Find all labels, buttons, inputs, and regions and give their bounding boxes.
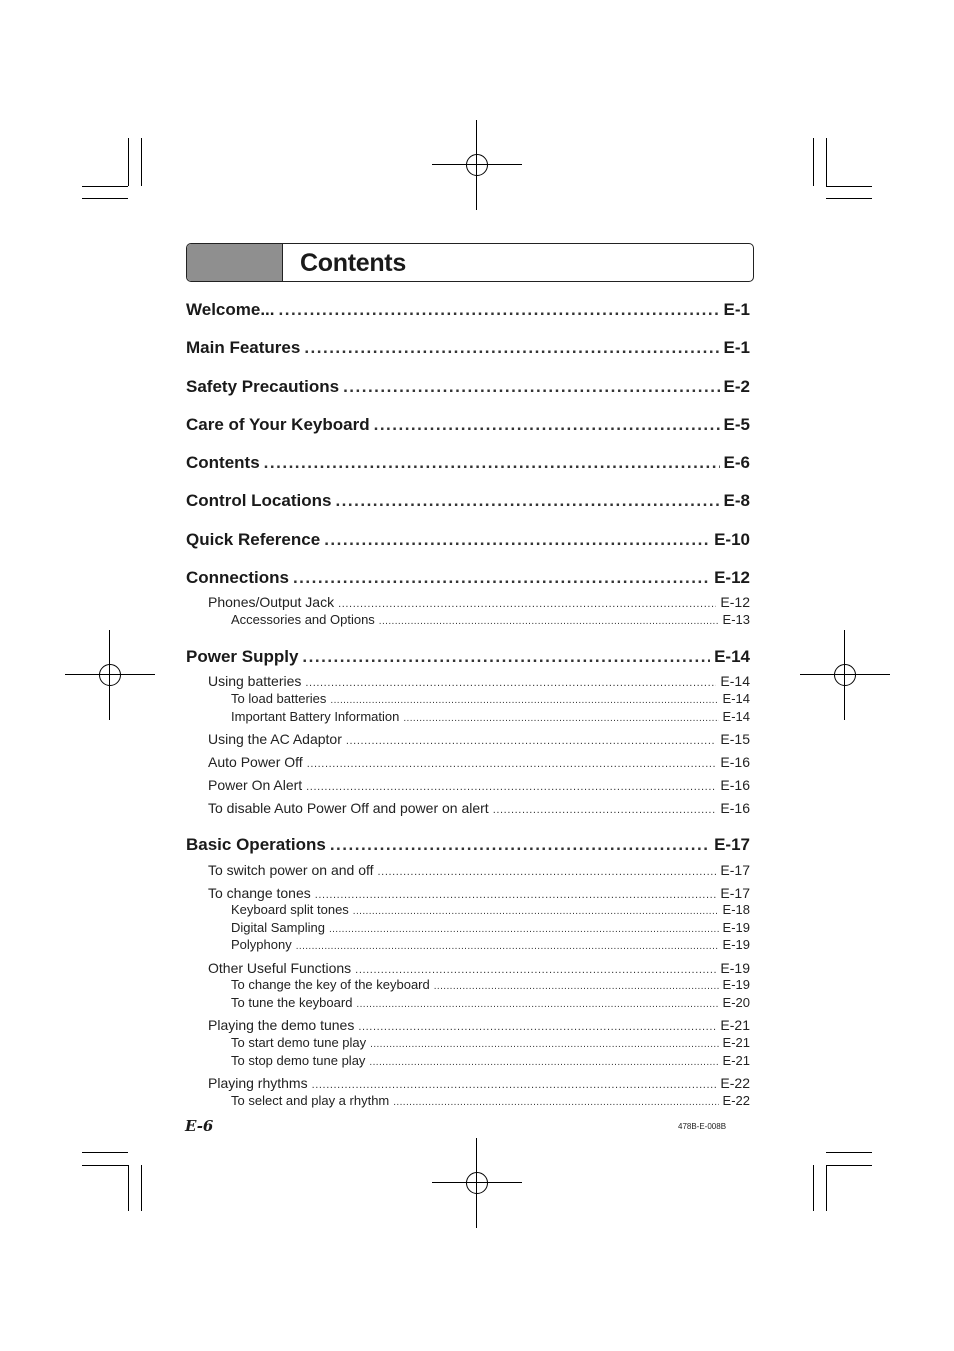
- toc-dot-leader: [356, 999, 718, 1010]
- toc-dot-leader: [307, 758, 717, 770]
- toc-dot-leader: [393, 1097, 718, 1108]
- toc-entry-title: Connections: [186, 568, 289, 587]
- registration-mark-top: [432, 120, 522, 210]
- toc-dot-leader: [305, 677, 716, 689]
- toc-entry-title: Control Locations: [186, 491, 332, 510]
- toc-entry[interactable]: [208, 800, 750, 816]
- toc-entry-page: E-20: [722, 995, 750, 1010]
- toc-entry-title: Power On Alert: [208, 777, 303, 793]
- toc-dot-leader: [329, 924, 719, 935]
- registration-mark-bottom: [432, 1138, 522, 1228]
- toc-entry-page: E-22: [720, 1075, 750, 1091]
- toc-dot-leader: [312, 1079, 717, 1091]
- toc-dot-leader: [304, 338, 719, 358]
- toc-entry-title: To load batteries: [231, 691, 327, 706]
- toc-entry-page: E-13: [722, 612, 750, 627]
- toc-entry[interactable]: [231, 612, 750, 627]
- toc-dot-leader: [343, 377, 719, 397]
- toc-entry-title: Phones/Output Jack: [208, 594, 335, 610]
- toc-entry[interactable]: [208, 1075, 750, 1091]
- toc-entry[interactable]: [231, 995, 750, 1010]
- toc-entry-page: E-12: [714, 568, 750, 587]
- toc-entry[interactable]: [186, 377, 750, 397]
- toc-entry-title: To stop demo tune play: [231, 1053, 366, 1068]
- toc-entry[interactable]: [186, 338, 750, 358]
- toc-dot-leader: [302, 647, 710, 667]
- toc-entry[interactable]: [231, 1093, 750, 1108]
- toc-entry[interactable]: [231, 977, 750, 992]
- registration-mark-right: [800, 630, 890, 720]
- page-title: Contents: [300, 249, 406, 277]
- toc-entry-title: Polyphony: [231, 937, 292, 952]
- toc-entry[interactable]: [208, 960, 750, 976]
- toc-entry-title: Keyboard split tones: [231, 902, 349, 917]
- toc-entry-page: E-1: [723, 300, 750, 319]
- toc-entry[interactable]: [186, 415, 750, 435]
- toc-entry-title: Important Battery Information: [231, 709, 400, 724]
- toc-dot-leader: [296, 941, 719, 952]
- toc-dot-leader: [379, 616, 719, 627]
- footer-document-code: 478B-E-008B: [678, 1122, 727, 1131]
- toc-entry-title: Playing the demo tunes: [208, 1017, 355, 1033]
- toc-entry[interactable]: [231, 920, 750, 935]
- toc-dot-leader: [330, 695, 718, 706]
- toc-entry-page: E-16: [720, 754, 750, 770]
- toc-entry[interactable]: [186, 530, 750, 550]
- toc-entry-page: E-12: [720, 594, 750, 610]
- toc-entry-title: Main Features: [186, 338, 301, 357]
- toc-entry[interactable]: [186, 647, 750, 667]
- toc-entry-page: E-5: [723, 415, 750, 434]
- toc-entry[interactable]: [208, 673, 750, 689]
- toc-entry-page: E-14: [722, 709, 750, 724]
- toc-dot-leader: [264, 453, 720, 473]
- toc-entry-title: Basic Operations: [186, 835, 326, 854]
- toc-dot-leader: [378, 866, 717, 878]
- toc-entry[interactable]: [231, 937, 750, 952]
- toc-entry[interactable]: [208, 885, 750, 901]
- toc-entry-page: E-14: [714, 647, 750, 666]
- toc-entry-title: To change the key of the keyboard: [231, 977, 430, 992]
- toc-entry-page: E-6: [723, 453, 750, 472]
- toc-dot-leader: [358, 1021, 716, 1033]
- toc-entry-title: Care of Your Keyboard: [186, 415, 370, 434]
- toc-entry-page: E-15: [720, 731, 750, 747]
- toc-dot-leader: [370, 1039, 718, 1050]
- toc-entry-title: Digital Sampling: [231, 920, 325, 935]
- toc-entry-title: Using the AC Adaptor: [208, 731, 342, 747]
- toc-entry[interactable]: [186, 568, 750, 588]
- toc-entry-title: To tune the keyboard: [231, 995, 353, 1010]
- toc-entry-title: Playing rhythms: [208, 1075, 308, 1091]
- toc-entry-title: Contents: [186, 453, 260, 472]
- toc-dot-leader: [293, 568, 710, 588]
- toc-dot-leader: [346, 735, 717, 747]
- toc-entry[interactable]: [208, 754, 750, 770]
- toc-entry-page: E-8: [723, 491, 750, 510]
- toc-entry-page: E-21: [722, 1053, 750, 1068]
- toc-entry-title: To select and play a rhythm: [231, 1093, 390, 1108]
- toc-dot-leader: [493, 804, 717, 816]
- toc-entry-page: E-21: [720, 1017, 750, 1033]
- toc-entry[interactable]: [231, 902, 750, 917]
- toc-entry-title: Quick Reference: [186, 530, 321, 549]
- toc-entry-page: E-22: [722, 1093, 750, 1108]
- toc-dot-leader: [374, 415, 720, 435]
- toc-dot-leader: [355, 964, 716, 976]
- registration-mark-left: [65, 630, 155, 720]
- toc-entry[interactable]: [231, 691, 750, 706]
- toc-entry-title: To start demo tune play: [231, 1035, 367, 1050]
- toc-entry-title: Safety Precautions: [186, 377, 340, 396]
- toc-entry[interactable]: [208, 731, 750, 747]
- toc-entry[interactable]: [208, 862, 750, 878]
- toc-entry[interactable]: [208, 594, 750, 610]
- toc-entry-page: E-19: [722, 920, 750, 935]
- toc-entry-title: Auto Power Off: [208, 754, 303, 770]
- toc-entry-page: E-14: [720, 673, 750, 689]
- toc-entry-page: E-19: [720, 960, 750, 976]
- toc-entry[interactable]: [186, 453, 750, 473]
- toc-entry-page: E-18: [722, 902, 750, 917]
- toc-entry-page: E-10: [714, 530, 750, 549]
- toc-entry[interactable]: [231, 1053, 750, 1068]
- toc-entry-page: E-16: [720, 777, 750, 793]
- toc-entry-page: E-21: [722, 1035, 750, 1050]
- toc-dot-leader: [353, 906, 719, 917]
- toc-entry-page: E-1: [723, 338, 750, 357]
- toc-dot-leader: [338, 598, 716, 610]
- toc-entry-page: E-14: [722, 691, 750, 706]
- toc-dot-leader: [330, 835, 710, 855]
- toc-entry-page: E-16: [720, 800, 750, 816]
- page-title-box: [186, 243, 754, 282]
- footer-page-number: E-6: [185, 1117, 214, 1135]
- toc-entry-title: Welcome...: [186, 300, 275, 319]
- toc-entry-title: Accessories and Options: [231, 612, 375, 627]
- toc-dot-leader: [324, 530, 710, 550]
- toc-entry[interactable]: [208, 1017, 750, 1033]
- toc-entry-title: Power Supply: [186, 647, 299, 666]
- toc-dot-leader: [279, 300, 720, 320]
- toc-entry[interactable]: [208, 777, 750, 793]
- toc-entry-title: Using batteries: [208, 673, 302, 689]
- toc-dot-leader: [315, 889, 717, 901]
- toc-entry-page: E-19: [722, 937, 750, 952]
- toc-dot-leader: [403, 713, 718, 724]
- toc-entry[interactable]: [231, 709, 750, 724]
- toc-entry-page: E-2: [723, 377, 750, 396]
- toc-entry-page: E-17: [720, 885, 750, 901]
- toc-entry-title: Other Useful Functions: [208, 960, 352, 976]
- toc-entry-page: E-19: [722, 977, 750, 992]
- toc-dot-leader: [306, 781, 716, 793]
- toc-entry[interactable]: [186, 491, 750, 511]
- toc-entry[interactable]: [231, 1035, 750, 1050]
- toc-entry-title: To disable Auto Power Off and power on alert: [208, 800, 489, 816]
- toc-entry-page: E-17: [720, 862, 750, 878]
- toc-dot-leader: [335, 491, 719, 511]
- toc-entry-title: To change tones: [208, 885, 311, 901]
- toc-entry-title: To switch power on and off: [208, 862, 374, 878]
- toc-entry[interactable]: [186, 300, 750, 320]
- toc-dot-leader: [369, 1057, 718, 1068]
- toc-entry[interactable]: [186, 835, 750, 855]
- toc-dot-leader: [434, 981, 719, 992]
- title-tab-decoration: [187, 244, 283, 281]
- toc-entry-page: E-17: [714, 835, 750, 854]
